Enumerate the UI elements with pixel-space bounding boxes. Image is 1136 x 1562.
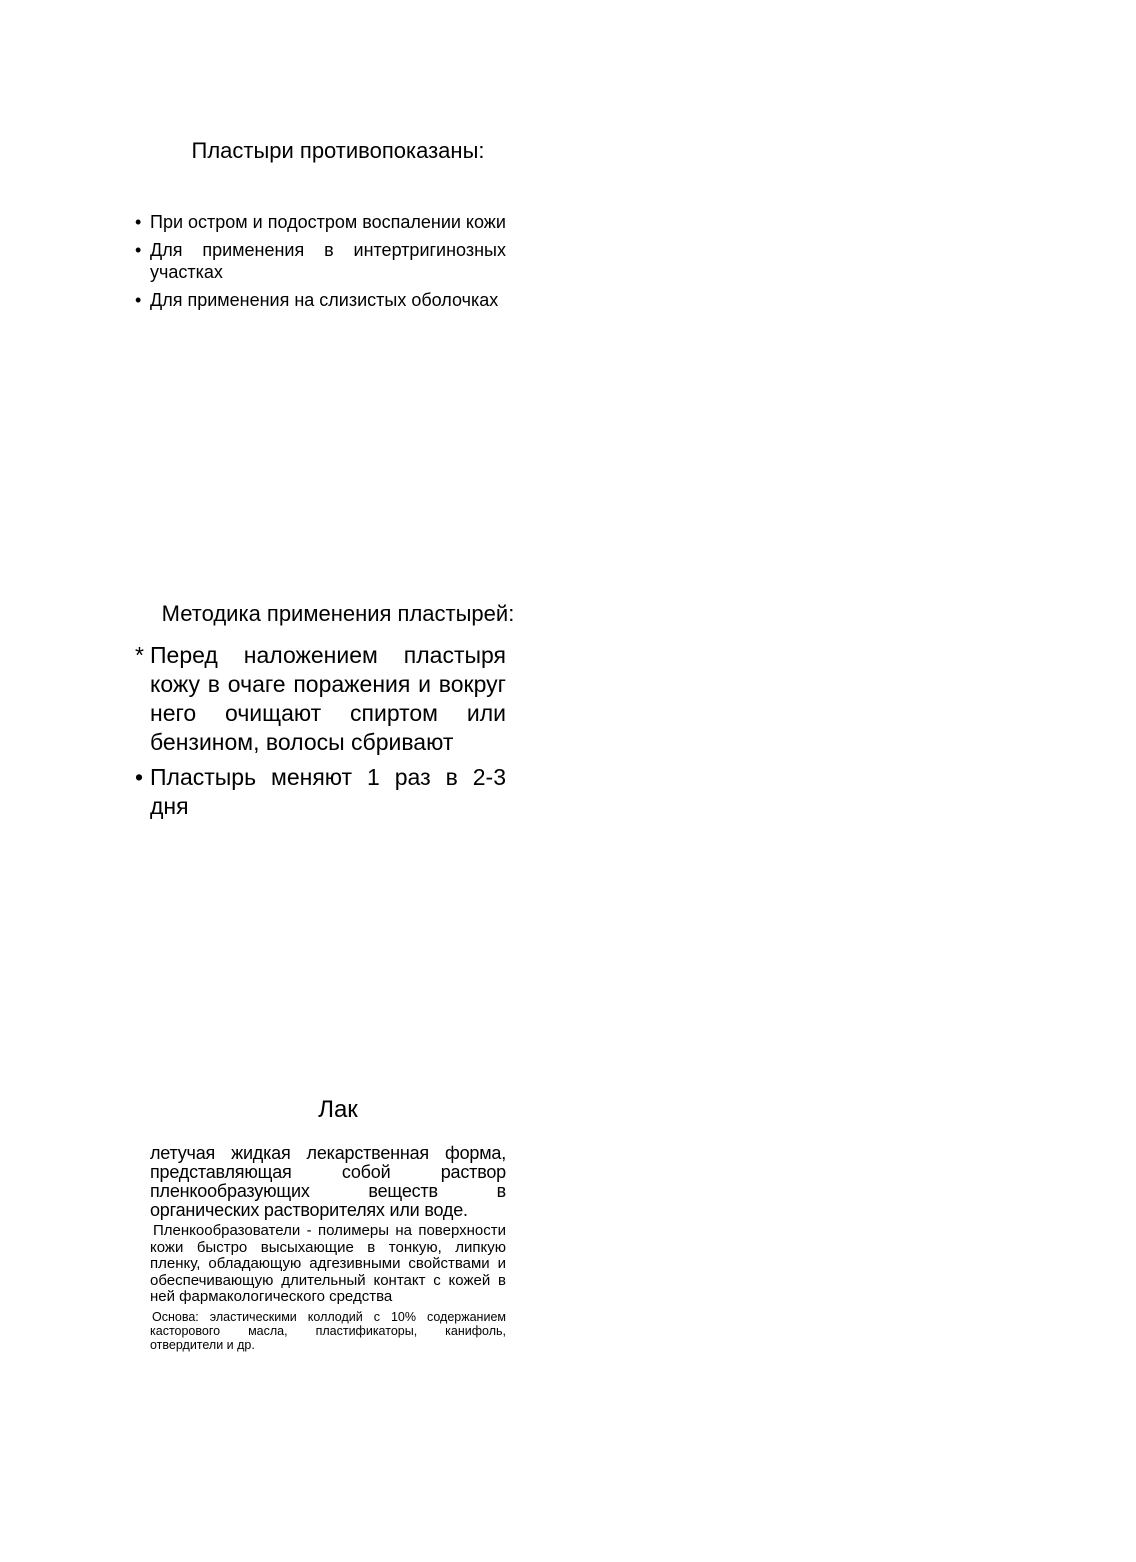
application-method-list [130,641,506,821]
bullet-marker: • [135,212,142,232]
application-method-title: Методика применения пластырей: [161,601,515,626]
bullet-marker: • [135,240,142,260]
list-item-text: Для применения в интертригинозных участках [150,240,506,282]
lacquer-definition: летучая жидкая лекарственная форма, представляющая собой раствор пленкообразующих веществ в органических растворителях или воде. [150,1143,506,1220]
contraindications-title: Пластыри противопоказаны: [191,138,485,163]
list-item [130,289,506,311]
lacquer-section [130,1094,506,1352]
list-item [130,641,506,757]
lacquer-body [130,1144,506,1352]
list-item-text: Для применения на слизистых оболочках [150,290,499,310]
contraindications-list [130,211,506,311]
list-item-text: Пластырь меняют 1 раз в 2-3 дня [150,764,506,819]
list-item-text: При остром и подостром воспалении кожи [150,212,506,232]
list-item [130,239,506,283]
base-paragraph: Основа: эластическими коллодий с 10% содержанием касторового масла, пластификаторы, канифоль, отвердители и др. [150,1309,506,1352]
application-method-section [130,599,515,827]
contraindications-section [130,136,506,317]
bullet-marker: • [135,290,142,310]
asterisk-marker: * [135,642,144,668]
list-item [130,763,506,821]
film-formers-paragraph: Пленкообразователи - полимеры на поверхности кожи быстро высыхающие в тонкую, липкую пленку, обладающую адгезивными свойствами и обеспечивающую длительный контакт с кожей в ней фармакологического средства [150,1222,506,1305]
lacquer-title: Лак [318,1096,358,1123]
list-item [130,211,506,233]
bullet-marker: • [135,764,144,790]
list-item-text: Перед наложением пластыря кожу в очаге поражения и вокруг него очищают спиртом или бензином, волосы сбривают [150,642,506,755]
